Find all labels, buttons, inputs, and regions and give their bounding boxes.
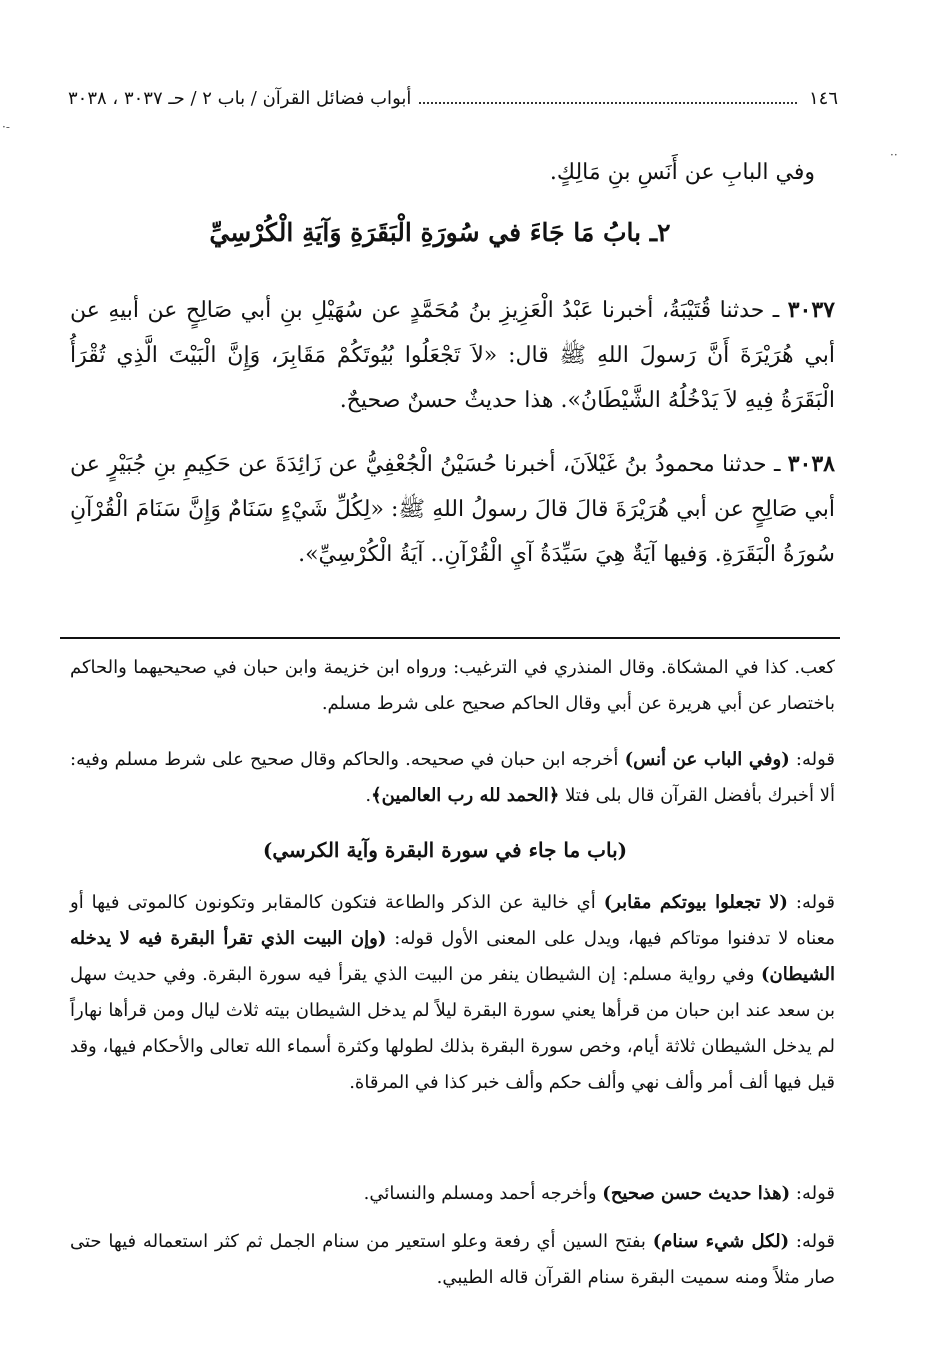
quoted-phrase: (وإن البيت الذي تقرأ البقرة فيه لا يدخله الشيطان) <box>70 928 835 985</box>
hadith-3037 <box>70 288 835 423</box>
hadith-text: ـ حدثنا محمودُ بنُ غَيْلاَنَ، أخبرنا حُسَيْنُ الْجُعْفِيُّ عن زَائِدَةَ عن حَكِيمِ بنِ جُبَيْرٍ عن أبي صَالِحٍ عن أبي هُرَيْرَةَ قالَ قالَ رسولُ اللهِ ﷺ: «لِكُلِّ شَيْءٍ سَنَامٌ وَإِنَّ سَنَامَ الْقُرْآنِ سُورَةُ الْبَقَرَةِ. وَفيها آيَةٌ هِيَ سَيِّدَةُ آيِ الْقُرْآنِ.. آيَةُ الْكُرْسِيِّ». <box>70 452 835 567</box>
commentary-paragraph-1: كعب. كذا في المشكاة. وقال المنذري في الترغيب: ورواه ابن خزيمة وابن حبان في صحيحيهما والحاكم باختصار عن أبي هريرة عن أبي وقال الحاكم صحيح على شرط مسلم. <box>70 657 835 714</box>
hadith-number: ٣٠٣٨ <box>787 451 835 477</box>
commentary-paragraph-4: قوله: (هذا حديث حسن صحيح) وأخرجه أحمد ومسلم والنسائي. <box>363 1183 835 1204</box>
hadith-3038 <box>70 442 835 577</box>
commentary-chapter-title: (باب ما جاء في سورة البقرة وآية الكرسي) <box>262 838 628 862</box>
running-title: أبواب فضائل القرآن / باب ٢ / حـ ٣٠٣٧ ، ٣٠٣٨ <box>68 88 412 109</box>
running-header <box>68 88 838 118</box>
quran-quote: ﴿الحمد لله رب العالمين﴾ <box>371 785 560 806</box>
commentary-paragraph-2: قوله: (وفي الباب عن أنس) أخرجه ابن حبان في صحيحه. والحاكم وقال صحيح على شرط مسلم وفيه: ألا أخبرك بأفضل القرآن قال بلى فتلا ﴿الحمد لله رب العالمين﴾. <box>70 749 835 806</box>
intro-line: وفي البابِ عن أَنَسِ بنِ مَالِكٍ. <box>549 160 815 185</box>
hadith-text: ـ حدثنا قُتَيْبَةُ، أخبرنا عَبْدُ الْعَزِيزِ بنُ مُحَمَّدٍ عن سُهَيْلِ بنِ أبي صَالِحٍ عن أبيهِ عن أبي هُرَيْرَةَ أَنَّ رَسولَ اللهِ ﷺ قال: «لاَ تَجْعَلُوا بُيُوتَكُمْ مَقَابِرَ، وَإِنَّ الْبَيْتَ الَّذِي تُقْرَأُ الْبَقَرَةُ فِيهِ لاَ يَدْخُلُهُ الشَّيْطَانُ». هذا حديثٌ حسنٌ صحيحٌ. <box>70 298 835 413</box>
quoted-phrase: (لا تجعلوا بيوتكم مقابر) <box>603 892 788 913</box>
scan-mark-left: ·‑ <box>2 120 10 134</box>
commentary-paragraph-5: قوله: (لكل شيء سنام) بفتح السين أي رفعة وعلو استعير من سنام الجمل ثم كثر استعماله فيها حتى صار مثلاً ومنه سميت البقرة سنام القرآن قاله الطيبي. <box>70 1231 835 1288</box>
commentary-paragraph-3: قوله: (لا تجعلوا بيوتكم مقابر) أي خالية عن الذكر والطاعة فتكون كالمقابر وتكونون كالموتى فيها أو معناه لا تدفنوا موتاكم فيها، ويدل على المعنى الأول قوله: (وإن البيت الذي تقرأ البقرة فيه لا يدخله الشيطان) وفي رواية مسلم: إن الشيطان ينفر من البيت الذي يقرأ فيه سورة البقرة. وفي حديث سهل بن سعد عند ابن حبان من قرأها يعني سورة البقرة ليلاً لم يدخل الشيطان بيته ثلاث ليال ومن قرأها نهاراً لم يدخل الشيطان ثلاثة أيام، وخص سورة البقرة بذلك لطولها وكثرة أسماء الله تعالى والأحكام فيها، وقد قيل فيها ألف أمر وألف نهي وألف حكم وألف خبر كذا في المرقاة. <box>70 892 836 1093</box>
quoted-phrase: (وفي الباب عن أنس) <box>624 749 790 770</box>
header-dot-leader <box>419 90 797 104</box>
quoted-phrase: (لكل شيء سنام) <box>652 1231 790 1252</box>
hadith-number: ٣٠٣٧ <box>787 297 835 323</box>
quoted-phrase: (هذا حديث حسن صحيح) <box>602 1183 791 1204</box>
scan-mark-right: ·· <box>890 148 898 162</box>
chapter-title: ٢ـ بابُ مَا جَاءَ في سُورَةِ الْبَقَرَةِ وَآيَةِ الْكُرْسِيِّ <box>209 218 671 247</box>
page-number: ١٤٦ <box>808 88 838 109</box>
footnote-divider <box>60 637 840 639</box>
